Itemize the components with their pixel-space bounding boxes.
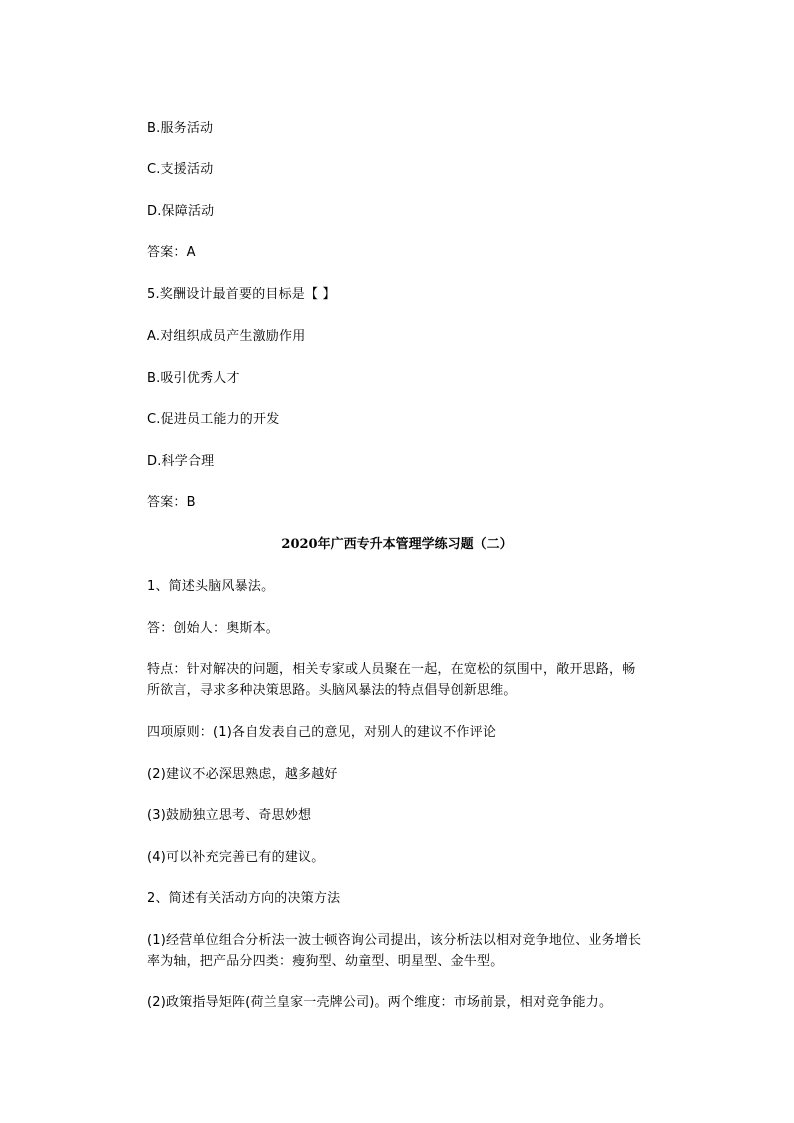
q1-answer: 答：创始人：奥斯本。 [147,621,280,636]
section-title: 2020年广西专升本管理学练习题（二） [281,537,513,552]
q5-option-b: B.吸引优秀人才 [147,371,240,386]
question-5: 5.奖酬设计最首要的目标是【 】 [147,287,336,302]
q1-features-line1: 特点：针对解决的问题，相关专家或人员聚在一起，在宽松的氛围中，敞开思路，畅 [147,662,636,677]
q1-principle-4: (4)可以补充完善已有的建议。 [147,850,325,865]
q1-principle-3: (3)鼓励独立思考、奇思妙想 [147,808,312,823]
q5-answer: 答案：B [147,495,196,510]
question-1: 1、简述头脑风暴法。 [147,579,275,594]
q1-principle-2: (2)建议不必深思熟虑，越多越好 [147,767,338,782]
question-2: 2、简述有关活动方向的决策方法 [147,891,341,906]
option-d: D.保障活动 [147,204,215,219]
q5-option-a: A.对组织成员产生激励作用 [147,329,306,344]
q2-method2: (2)政策指导矩阵(荷兰皇家一壳牌公司)。两个维度：市场前景，相对竞争能力。 [147,995,613,1010]
q1-features-line2: 所欲言，寻求多种决策思路。头脑风暴法的特点倡导创新思维。 [147,683,517,698]
q2-method1-line1: (1)经营单位组合分析法一波士顿咨询公司提出，该分析法以相对竞争地位、业务增长 [147,933,642,948]
option-c: C.支援活动 [147,162,214,177]
option-b: B.服务活动 [147,121,214,136]
q5-option-d: D.科学合理 [147,454,215,469]
q2-method1-line2: 率为轴，把产品分四类：瘦狗型、幼童型、明星型、金牛型。 [147,954,504,969]
answer-line: 答案：A [147,245,196,260]
q5-option-c: C.促进员工能力的开发 [147,412,280,427]
q1-principle-1: 四项原则：(1)各自发表自己的意见，对别人的建议不作评论 [147,725,497,740]
